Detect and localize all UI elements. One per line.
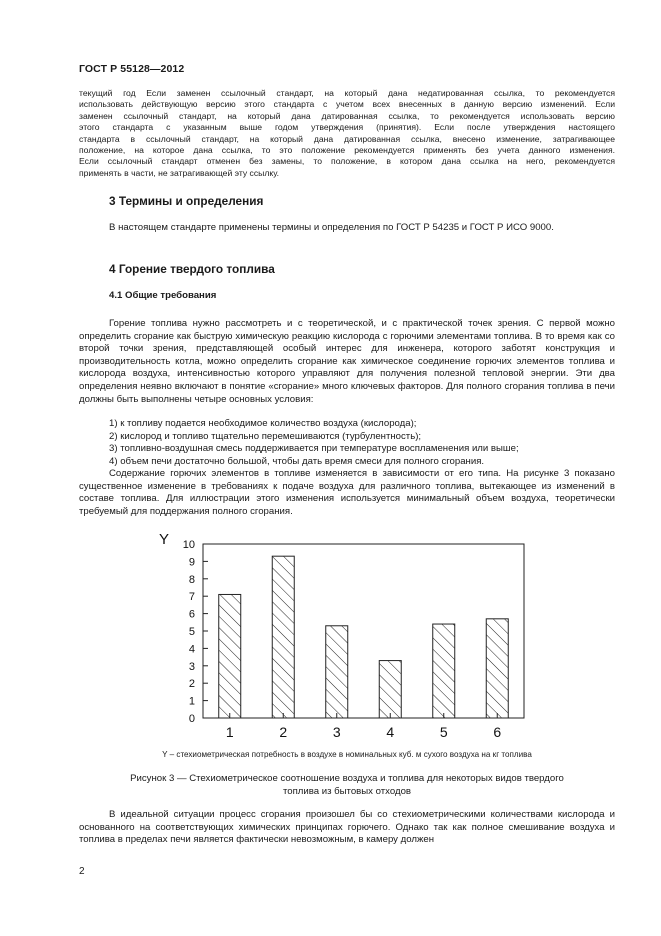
y-axis-label: Y — [159, 531, 170, 548]
section-4-heading: 4 Горение твердого топлива — [109, 262, 275, 276]
intro-paragraph — [79, 88, 615, 179]
section-3-text: В настоящем стандарте применены термины и определения по ГОСТ Р 54235 и ГОСТ Р ИСО 9000. — [109, 222, 554, 233]
x-tick-label: 1 — [225, 724, 234, 740]
page-number: 2 — [79, 866, 85, 877]
intro-line: заменен ссылочный стандарт, на который дана датированная ссылка, то рекомендуется использовать версию — [79, 110, 615, 121]
x-ticks — [226, 713, 502, 740]
plot-area — [183, 539, 524, 740]
list-item: 3) топливно-воздушная смесь поддерживается при температуре воспламенения или выше; — [109, 443, 519, 455]
intro-line: использовать действующую версию этого стандарта с учетом всех внесенных в данную версию изменений. Если — [79, 99, 615, 110]
x-tick-label: 5 — [439, 724, 448, 740]
x-tick-label: 3 — [332, 724, 341, 740]
bar-4 — [379, 661, 401, 718]
y-tick-label: 3 — [188, 660, 195, 673]
figure-caption-line: Рисунок 3 — Стехиометрическое соотношение воздуха и топлива для некоторых видов твердого — [130, 773, 564, 784]
bar-2 — [272, 556, 294, 718]
intro-line: Если ссылочный стандарт отменен без замены, то положение, в котором дана ссылка на него, рекомендуется — [79, 156, 615, 167]
conditions-list — [79, 418, 645, 468]
intro-line: этого стандарта с указанным выше годом утверждения (принятия). Если после утверждения настоящего — [79, 122, 615, 133]
x-tick-label: 4 — [386, 724, 395, 740]
bottom-paragraph: В идеальной ситуации процесс сгорания произошел бы со стехиометрическими количествами кислорода и основанного на соответствующих химических принципах горючего. Однако так как полное смешивание воздуха и топлива в пределах печи является фактически невозможным, в камеру должен — [79, 809, 615, 846]
list-item: 1) к топливу подается необходимое количество воздуха (кислорода); — [109, 418, 417, 429]
section-4-1-heading: 4.1 Общие требования — [109, 290, 217, 301]
y-tick-label: 4 — [188, 643, 195, 656]
stoichiometric-bar-chart — [150, 525, 530, 750]
y-tick-label: 5 — [188, 626, 195, 638]
bar-6 — [486, 619, 508, 718]
y-ticks — [183, 539, 208, 725]
plot-frame — [203, 544, 524, 718]
list-item: 2) кислород и топливо тщательно перемешиваются (турбулентность); — [109, 430, 422, 442]
intro-line: стандарта в ссылочный стандарт, на который дана датированная ссылка, внесено изменение, затрагивающее — [79, 133, 615, 144]
bar-3 — [326, 626, 348, 718]
list-item: 4) объем печи достаточно большой, чтобы дать время смеси для полного сгорания. — [109, 455, 485, 467]
y-tick-label: 7 — [188, 591, 195, 604]
bar-5 — [433, 624, 455, 718]
intro-line: текущий год Если заменен ссылочный стандарт, на который дана недатированная ссылка, то рекомендуется — [79, 88, 615, 98]
intro-line: положение, на которое дана ссылка, то это положение рекомендуется применять без учета данного изменения. — [79, 145, 615, 156]
y-axis-caption: Y – стехиометрическая потребность в воздухе в номинальных куб. м сухого воздуха на кг топлива — [162, 750, 532, 759]
y-tick-label: 8 — [188, 573, 195, 586]
figure-caption — [79, 773, 615, 798]
y-tick-label: 2 — [188, 678, 195, 691]
y-tick-label: 6 — [188, 608, 195, 621]
y-tick-label: 1 — [188, 695, 195, 708]
y-tick-label: 10 — [182, 539, 195, 551]
section-4-paragraph-2: Содержание горючих элементов в топливе изменяется в зависимости от его типа. На рисунке 3 показано существенное изменение в требованиях к подаче воздуха для различного топлива, вытекающее из изменений в составе топлива. Для иллюстрации этого изменения используется минимальный объем воздуха, теоретически требуемый для поддержания полного сгорания. — [79, 468, 615, 517]
y-tick-label: 0 — [188, 713, 195, 725]
bar-1 — [219, 594, 241, 718]
intro-line: применять в части, не затрагивающей эту ссылку. — [79, 167, 280, 178]
section-4-paragraph-1: Горение топлива нужно рассмотреть и с теоретической, и с практической точек зрения. С первой можно определить сгорание как быструю химическую реакцию кислорода с горючими элементами топлива. В то время как со второй точки зрения, представляющей особый интерес для инженера, которого заботят конструкция и производительность котла, можно определить сгорание как химическое соединение горючих элементов топлива и кислорода воздуха, интенсивностью которого управляют для получения полезной тепловой энергии. Эти два определения неявно включают в понятие «сгорание» много ключевых факторов. Для полного сгорания топлива в печи должны быть выполнены четыре основных условия: — [79, 318, 615, 405]
x-tick-label: 6 — [493, 724, 502, 740]
section-3-heading: 3 Термины и определения — [109, 194, 264, 208]
figure-caption-line: топлива из бытовых отходов — [282, 785, 412, 797]
x-tick-label: 2 — [279, 724, 288, 740]
bars — [219, 556, 509, 718]
document-header: ГОСТ Р 55128—2012 — [79, 63, 185, 75]
y-tick-label: 9 — [188, 556, 195, 569]
